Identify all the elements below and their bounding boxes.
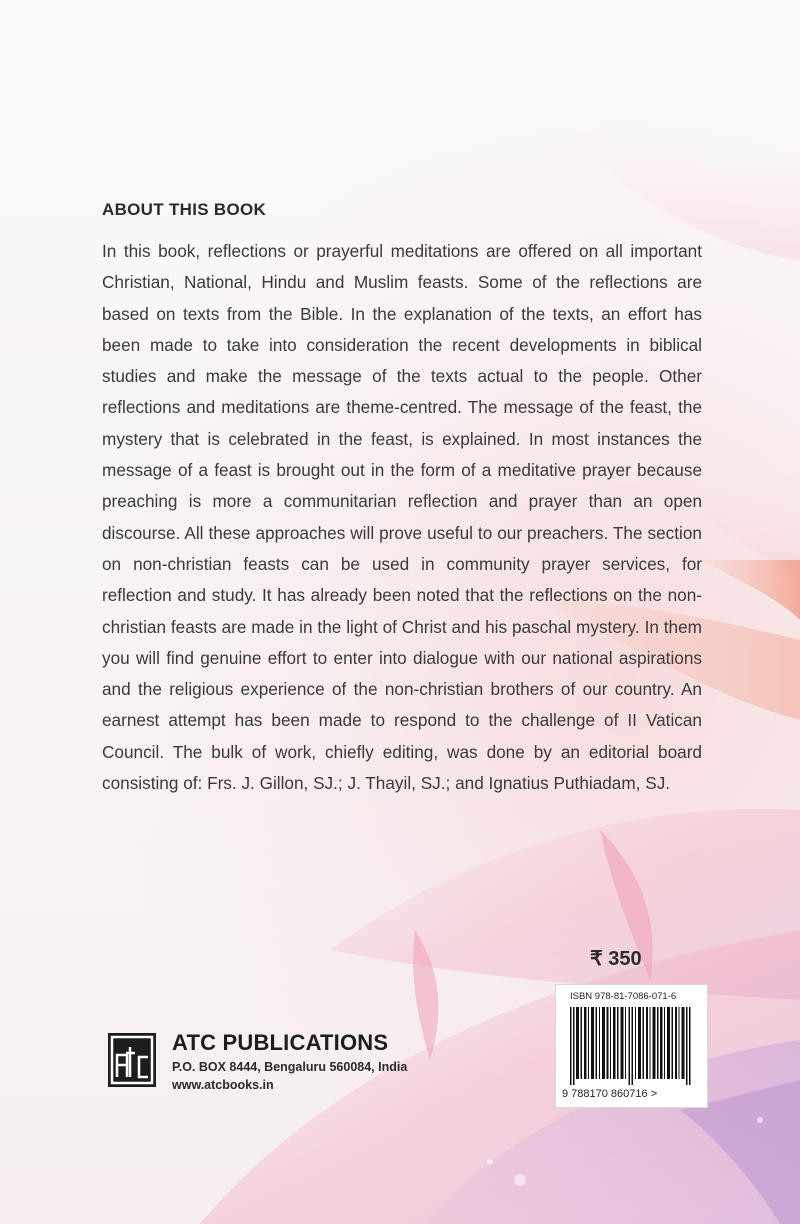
publisher-website: www.atcbooks.in [172,1078,274,1092]
barcode-graphic [570,1007,695,1085]
sparkle-dot [487,1159,493,1165]
about-heading: ABOUT THIS BOOK [102,200,267,219]
isbn-barcode-label [555,984,708,1108]
barcode-digits: 9 788170 860716 > [562,1088,658,1100]
publisher-name: ATC PUBLICATIONS [172,1030,389,1055]
sparkle-dot [514,1174,526,1186]
sparkle-dot [757,1117,763,1123]
petal-shape [700,560,800,620]
price-label: ₹ 350 [590,948,642,970]
publisher-logo [108,1033,156,1087]
atc-logo-icon [108,1033,156,1087]
isbn-number: ISBN 978-81-7086-071-6 [570,991,677,1002]
book-description: In this book, reflections or prayerful meditations are offered on all important Christian, National, Hindu and Muslim feasts. Some of the reflections are based on texts from the Bible. In the explanation of the texts, an effort has been made to take into consideration the recent developments in biblical studies and make the message of the texts actual to the people. Other reflections and meditations are theme-centred. The message of the feast, the mystery that is celebrated in the feast, is explained. In most instances the message of a feast is brought out in the form of a meditative prayer because preaching is more a communitarian reflection and prayer than an open discourse. All these approaches will prove useful to our preachers. The section on non-christian feasts can be used in community prayer services, for reflection and study. It has already been noted that the reflections on the non-christian feasts are made in the light of Christ and his paschal mystery. In them you will find genuine effort to enter into dialogue with our national aspirations and the religious experience of the non-christian brothers of our country. An earnest attempt has been made to respond to the challenge of II Vatican Council. The bulk of work, chiefly editing, was done by an editorial board consisting of: Frs. J. Gillon, SJ.; J. Thayil, SJ.; and Ignatius Puthiadam, SJ. [102,241,702,794]
publisher-address: P.O. BOX 8444, Bengaluru 560084, India [172,1060,408,1074]
